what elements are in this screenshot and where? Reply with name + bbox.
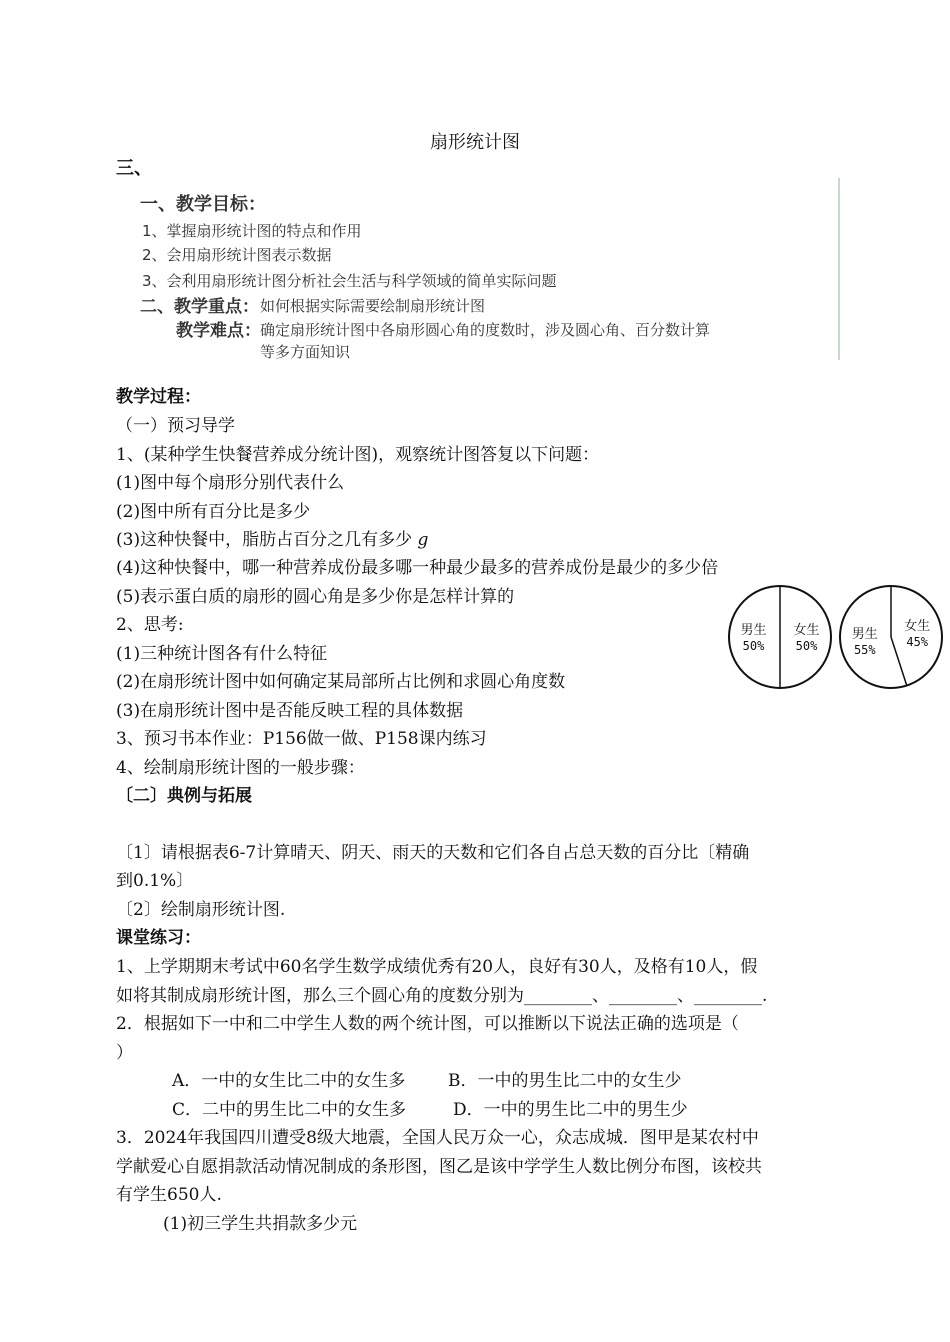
key-point-label: 二、教学重点： [140,297,259,317]
practice-3-sub-1: (1)初三学生共捐款多少元 [163,1214,358,1234]
practice-2-line-1: 2．根据如下一中和二中学生人数的两个统计图，可以推断以下说法正确的选项是（ [116,1014,739,1034]
page-title: 扇形统计图 [430,132,520,153]
practice-2-line-2: ） [116,1043,133,1063]
pie-1-value-2: 50% [795,639,818,653]
question-2-1: (1)三种统计图各有什么特征 [116,644,328,664]
part1-heading: （一）预习导学 [116,416,235,436]
goal-1: 1、掌握扇形统计图的特点和作用 [142,222,362,240]
key-point-text: 如何根据实际需要绘制扇形统计图 [260,297,486,315]
question-1: 1、(某种学生快餐营养成分统计图)，观察统计图答复以下问题： [116,445,600,465]
question-3: 3、预习书本作业：P156做一做、P158课内练习 [116,729,487,749]
goals-heading: 一、教学目标： [140,194,266,215]
question-4: 4、绘制扇形统计图的一般步骤： [116,758,365,778]
example-2: 〔2〕绘制扇形统计图. [116,900,286,920]
practice-heading: 课堂练习： [116,928,201,948]
practice-3-line-1: 3．2024年我国四川遭受8级大地震，全国人民万众一心，众志成城．图甲是某农村中 [116,1128,759,1148]
option-b: B．一中的男生比二中的女生少 [448,1071,682,1091]
difficulty-text: 确定扇形统计图中各扇形圆心角的度数时，涉及圆心角、百分数计算 [260,321,711,339]
practice-1-line-1: 1、上学期期末考试中60名学生数学成绩优秀有20人，良好有30人，及格有10人，假 [116,957,758,977]
question-1-1: (1)图中每个扇形分别代表什么 [116,473,345,493]
goal-3: 3、会利用扇形统计图分析社会生活与科学领域的简单实际问题 [142,272,557,290]
question-2-3: (3)在扇形统计图中是否能反映工程的具体数据 [116,701,464,721]
question-1-3-unit: g [417,530,429,550]
example-1-line-2: 到0.1%〕 [116,871,194,891]
option-d: D．一中的男生比二中的男生少 [453,1100,688,1120]
pie-1-label-1: 男生 [740,623,767,638]
question-2-2: (2)在扇形统计图中如何确定某局部所占比例和求圆心角度数 [116,672,566,692]
question-1-2: (2)图中所有百分比是多少 [116,502,311,522]
question-1-3-text: (3)这种快餐中，脂肪占百分之几有多少 [116,530,413,550]
pie-1-value-1: 50% [742,639,765,653]
pie-2-label-2: 女生 [904,618,931,634]
difficulty-text-2: 等多方面知识 [260,343,351,361]
pie-2-value-2: 45% [906,634,929,649]
pie-1-label-2: 女生 [793,623,820,638]
practice-3-line-2: 学献爱心自愿捐款活动情况制成的条形图，图乙是该中学学生人数比例分布图，该校共 [116,1157,762,1177]
question-1-3 [116,525,428,550]
pie-2-label-1: 男生 [851,627,878,643]
section-three-heading: 三、 [116,158,152,179]
difficulty-label: 教学难点： [176,321,261,341]
option-c: C．二中的男生比二中的女生多 [172,1100,407,1120]
box-divider [838,178,840,360]
question-2: 2、思考: [116,615,184,635]
example-1-line-1: 〔1〕请根据表6-7计算晴天、阴天、雨天的天数和它们各自占总天数的百分比〔精确 [116,843,750,863]
pie-2-value-1: 55% [853,643,876,658]
practice-1-line-2: 如将其制成扇形统计图，那么三个圆心角的度数分别为________、________、________. [116,986,768,1006]
pie-charts [726,584,946,690]
option-a: A．一中的女生比二中的女生多 [172,1071,406,1091]
goals-box [130,178,840,360]
practice-3-line-3: 有学生650人. [116,1185,222,1205]
part2-heading: 〔二〕典例与拓展 [116,786,252,806]
process-heading: 教学过程： [116,387,201,407]
goal-2: 2、会用扇形统计图表示数据 [142,246,332,264]
question-1-5: (5)表示蛋白质的扇形的圆心角是多少你是怎样计算的 [116,587,515,607]
question-1-4: (4)这种快餐中，哪一种营养成份最多哪一种最少最多的营养成份是最少的多少倍 [116,558,719,578]
